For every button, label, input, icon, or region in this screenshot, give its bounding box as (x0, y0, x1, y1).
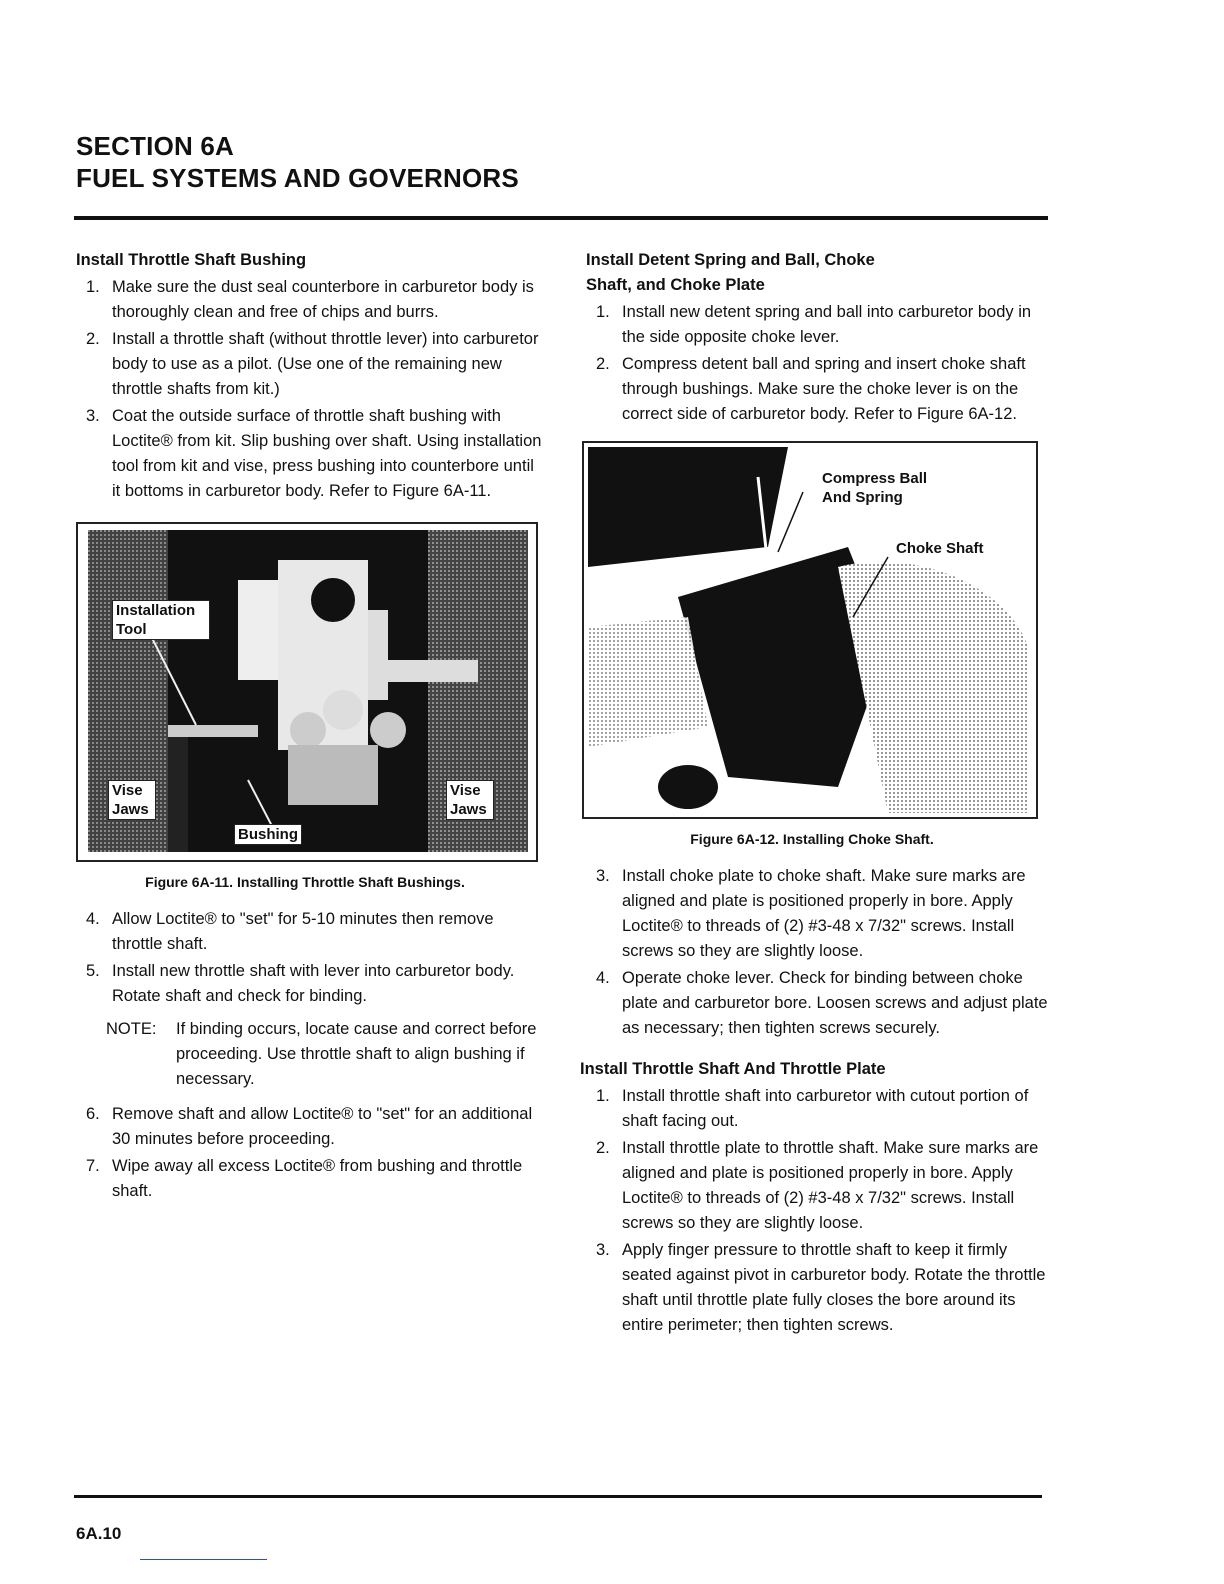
throttle-plate-steps-list (586, 1084, 1056, 1338)
right-column (580, 248, 1056, 1340)
list-item: 4. Operate choke lever. Check for binding between choke plate and carburetor bore. Loosen screws and adjust plate as necessary; then tighten screws securely. (596, 969, 1048, 1037)
list-item: 2. Compress detent ball and spring and insert choke shaft through bushings. Make sure the choke lever is on the correct side of carburetor body. Refer to Figure 6A-12. (596, 355, 1026, 423)
heading-install-detent-spring: Install Detent Spring and Ball, Choke Shaft, and Choke Plate (586, 251, 875, 294)
note-text: If binding occurs, locate cause and correct before proceeding. Use throttle shaft to align bushing if necessary. (176, 1020, 537, 1088)
binding-note (76, 1017, 546, 1092)
heading-install-throttle-shaft-bushing: Install Throttle Shaft Bushing (76, 251, 307, 269)
section-header (76, 130, 976, 194)
figure-6a-11-caption: Figure 6A-11. Installing Throttle Shaft Bushings. (145, 874, 465, 890)
choke-steps-list (586, 300, 1056, 427)
section-number: SECTION 6A (76, 131, 235, 161)
list-item: 1. Install throttle shaft into carburetor with cutout portion of shaft facing out. (596, 1087, 1029, 1130)
list-item: 2. Install a throttle shaft (without throttle lever) into carburetor body to use as a pilot. (Use one of the remaining new throttle shafts from kit.) (86, 330, 539, 398)
list-item: 3. Apply finger pressure to throttle shaft to keep it firmly seated against pivot in carburetor body. Rotate the throttle shaft until throttle plate fully closes the bore around its entire perimeter; then tighten screws. (596, 1241, 1046, 1334)
bushing-steps-list-final (76, 1102, 546, 1204)
list-item: 5. Install new throttle shaft with lever into carburetor body. Rotate shaft and check for binding. (86, 962, 515, 1005)
footer-link-underline (140, 1559, 267, 1560)
figure-6a-12-caption: Figure 6A-12. Installing Choke Shaft. (690, 831, 934, 847)
list-item: 3. Install choke plate to choke shaft. Make sure marks are aligned and plate is positioned properly in bore. Apply Loctite® to threads of (2) #3-48 x 7/32" screws. Install screws so they are slightly loose. (596, 867, 1026, 960)
callout-vise-jaws-right: Vise Jaws (446, 780, 494, 820)
callout-compress-ball: Compress Ball And Spring (822, 470, 928, 506)
callout-installation-tool: Installation Tool (112, 600, 210, 640)
page-number: 6A.10 (76, 1524, 122, 1543)
list-item: 1. Make sure the dust seal counterbore in carburetor body is thoroughly clean and free of chips and burrs. (86, 278, 534, 321)
callout-bushing: Bushing (234, 824, 302, 845)
note-label: NOTE: (106, 1020, 157, 1038)
bushing-steps-list (76, 275, 546, 504)
heading-install-throttle-shaft-plate: Install Throttle Shaft And Throttle Plate (580, 1060, 886, 1078)
list-item: 4. Allow Loctite® to "set" for 5-10 minutes then remove throttle shaft. (86, 910, 494, 953)
callout-vise-jaws-left: Vise Jaws (108, 780, 156, 820)
figure-6a-11 (76, 522, 538, 862)
section-title: FUEL SYSTEMS AND GOVERNORS (76, 163, 519, 193)
choke-steps-list-continued (586, 864, 1056, 1041)
footer-rule (74, 1495, 1042, 1498)
list-item: 7. Wipe away all excess Loctite® from bushing and throttle shaft. (86, 1157, 523, 1200)
bushing-steps-list-continued (76, 907, 546, 1009)
left-column (76, 248, 546, 1206)
list-item: 2. Install throttle plate to throttle shaft. Make sure marks are aligned and plate is positioned properly in bore. Apply Loctite® to threads of (2) #3-48 x 7/32" screws. Install screws so they are slightly loose. (596, 1139, 1039, 1232)
list-item: 6. Remove shaft and allow Loctite® to "set" for an additional 30 minutes before proceeding. (86, 1105, 533, 1148)
header-rule (74, 216, 1048, 220)
callout-choke-shaft: Choke Shaft (896, 540, 984, 557)
list-item: 1. Install new detent spring and ball into carburetor body in the side opposite choke lever. (596, 303, 1032, 346)
list-item: 3. Coat the outside surface of throttle shaft bushing with Loctite® from kit. Slip bushing over shaft. Using installation tool from kit and vise, press bushing into counterbore until it bottoms in carburetor body. Refer to Figure 6A-11. (86, 407, 542, 500)
figure-6a-12 (582, 441, 1038, 819)
choke-shaft-photo (588, 447, 1032, 813)
